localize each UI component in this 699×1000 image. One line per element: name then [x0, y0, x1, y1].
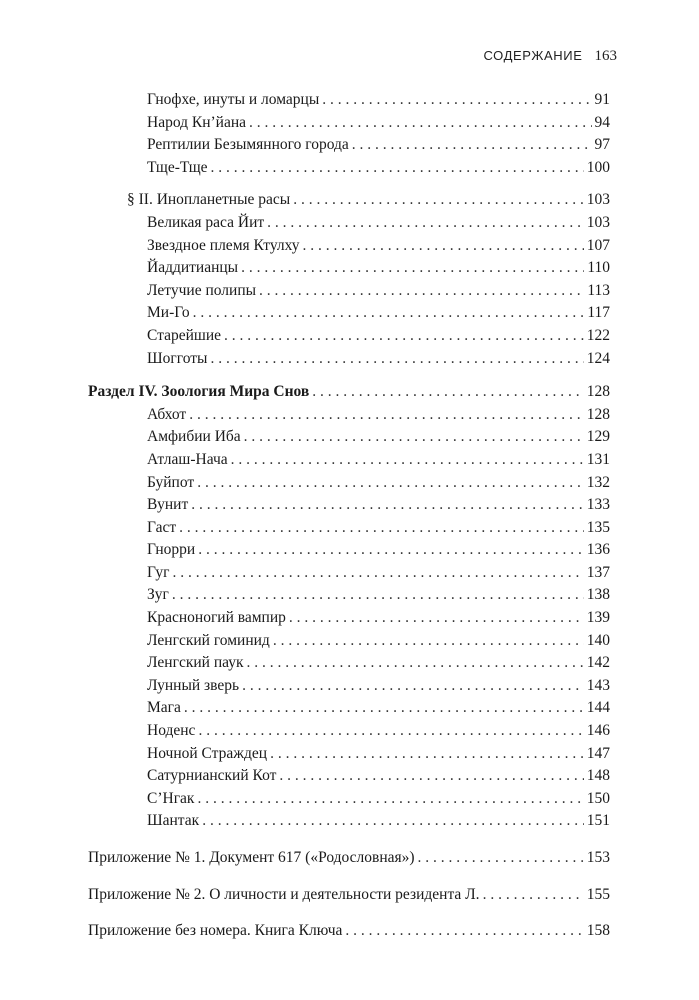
toc-entry-page: 117 [587, 304, 610, 322]
toc-entry-page: 137 [586, 563, 610, 581]
toc-entry-title: Лунный зверь [147, 676, 240, 694]
toc-entry-title: Йаддитианцы [147, 259, 239, 277]
dot-leader [273, 630, 584, 653]
toc-entry-page: 128 [586, 405, 610, 423]
dot-leader [352, 134, 592, 157]
toc-part-heading[interactable] [88, 381, 610, 404]
toc-entry-title: Старейшие [147, 326, 222, 344]
toc-entry-page: 133 [586, 496, 610, 514]
toc-entry-title: Тще-Тще [147, 158, 208, 176]
page-number: 163 [594, 48, 617, 64]
toc-entry[interactable] [88, 404, 610, 427]
toc-entry[interactable] [88, 280, 610, 303]
toc-appendix-title: Приложение без номера. Книга Ключа [88, 922, 343, 940]
dot-leader [202, 810, 584, 833]
dot-leader [289, 607, 584, 630]
toc-entry-page: 158 [586, 922, 610, 940]
toc-entry-page: 139 [586, 609, 610, 627]
toc-entry[interactable] [88, 212, 610, 235]
toc-entry-page: 153 [586, 849, 610, 866]
toc-entry-page: 124 [586, 349, 610, 367]
toc-entry[interactable] [88, 348, 610, 371]
toc-entry-page: 122 [586, 326, 610, 344]
toc-entry[interactable] [88, 325, 610, 348]
toc-entry[interactable] [88, 720, 610, 743]
dot-leader [279, 765, 583, 788]
toc-entry-title: Мага [147, 699, 181, 717]
toc-entry-title: Ленгский гоминид [147, 631, 270, 649]
toc-entry-page: 138 [586, 586, 610, 604]
toc-entry-page: 113 [587, 281, 610, 299]
toc-entry[interactable] [88, 675, 610, 698]
dot-leader [244, 426, 584, 449]
toc-entry-title: Шогготы [147, 349, 208, 367]
dot-leader [249, 112, 591, 135]
dot-leader [197, 788, 583, 811]
toc-entry[interactable] [88, 630, 610, 653]
toc-entry-title: Летучие полипы [147, 281, 257, 299]
toc-entry-page: 110 [587, 259, 610, 277]
dot-leader [483, 884, 584, 907]
toc-entry-title: Вунит [147, 496, 189, 514]
toc-entry-page: 129 [586, 428, 610, 446]
toc-entry-page: 146 [586, 722, 610, 740]
dot-leader [191, 494, 584, 517]
toc-entry[interactable] [88, 788, 610, 811]
toc-section-title: § II. Инопланетные расы [127, 191, 291, 209]
toc-entry-title: Абхот [147, 405, 187, 423]
toc-entry-title: Звездное племя Ктулху [147, 236, 300, 254]
running-head [483, 48, 617, 65]
toc-entry-page: 107 [586, 236, 610, 254]
running-head-section: СОДЕРЖАНИЕ [483, 48, 583, 63]
toc-entry-page: 132 [586, 473, 610, 491]
dot-leader [246, 652, 583, 675]
toc-entry[interactable] [88, 89, 610, 112]
toc-appendix-title: Приложение № 1. Документ 617 («Родословная») [88, 849, 415, 866]
toc-appendix[interactable] [88, 920, 610, 943]
toc-entry-page: 151 [586, 812, 610, 830]
toc-entry[interactable] [88, 539, 610, 562]
toc-entry-title: Красноногий вампир [147, 609, 286, 627]
toc-entry-title: Амфибии Иба [147, 428, 241, 446]
dot-leader [198, 539, 584, 562]
toc-entry-title: Гуг [147, 563, 170, 581]
dot-leader [179, 517, 584, 540]
dot-leader [193, 302, 585, 325]
toc-entry-title: Зуг [147, 586, 169, 604]
dot-leader [189, 404, 584, 427]
toc-entry-title: Буйпот [147, 473, 195, 491]
toc-entry-page: 148 [586, 767, 610, 785]
toc-entry-page: 97 [594, 136, 610, 154]
toc-entry-page: 144 [586, 699, 610, 717]
toc-entry-title: Народ Кн’йана [147, 113, 247, 131]
dot-leader [172, 562, 583, 585]
dot-leader [241, 257, 584, 280]
toc-entry-title: Ленгский паук [147, 654, 244, 672]
toc-entry[interactable] [88, 810, 610, 833]
toc-section-heading[interactable] [88, 189, 610, 212]
dot-leader [197, 472, 584, 495]
dot-leader [293, 189, 584, 212]
toc-entry-title: Ноденс [147, 722, 196, 740]
dot-leader [267, 212, 584, 235]
toc-entry[interactable] [88, 743, 610, 766]
toc-entry[interactable] [88, 607, 610, 630]
toc-entry[interactable] [88, 765, 610, 788]
toc-entry-page: 142 [586, 654, 610, 672]
dot-leader [259, 280, 584, 303]
toc-entry[interactable] [88, 449, 610, 472]
dot-leader [312, 381, 583, 404]
toc-entry-page: 103 [586, 213, 610, 231]
toc-entry-page: 128 [586, 383, 610, 401]
toc-entry-title: С’Нгак [147, 789, 195, 807]
dot-leader [322, 89, 591, 112]
dot-leader [303, 235, 584, 258]
toc-entry-title: Ми-Го [147, 304, 190, 322]
dot-leader [224, 325, 584, 348]
toc-part-title: Раздел IV. Зоология Мира Снов [88, 383, 310, 401]
toc-entry[interactable] [88, 494, 610, 517]
toc-entry[interactable] [88, 697, 610, 720]
toc-entry[interactable] [88, 134, 610, 157]
toc-entry-title: Атлаш-Нача [147, 450, 228, 468]
toc-entry[interactable] [88, 562, 610, 585]
toc-entry-page: 150 [586, 789, 610, 807]
toc-entry-page: 100 [586, 158, 610, 176]
toc-entry[interactable] [88, 426, 610, 449]
toc-entry-title: Великая раса Йит [147, 213, 265, 231]
toc-entry-title: Гнофхе, инуты и ломарцы [147, 91, 320, 108]
toc-entry-page: 136 [586, 541, 610, 559]
toc-entry-title: Гнорри [147, 541, 196, 559]
dot-leader [211, 157, 584, 180]
toc-entry-title: Ночной Страждец [147, 744, 268, 762]
toc-appendix-title: Приложение № 2. О личности и деятельности резидента Л. [88, 885, 480, 903]
toc-entry-page: 155 [586, 885, 610, 903]
toc-entry[interactable] [88, 157, 610, 180]
toc-entry-title: Сатурнианский Кот [147, 767, 277, 785]
toc-entry-title: Рептилии Безымянного города [147, 136, 349, 154]
toc-entry-page: 147 [586, 744, 610, 762]
toc-entry-title: Гаст [147, 518, 177, 536]
toc-entry-page: 140 [586, 631, 610, 649]
toc-appendix[interactable] [88, 847, 610, 870]
toc-entry[interactable] [88, 584, 610, 607]
toc-entry[interactable] [88, 302, 610, 325]
toc-entry-title: Шантак [147, 812, 200, 830]
toc-entry[interactable] [88, 517, 610, 540]
dot-leader [172, 584, 584, 607]
toc-entry-page: 143 [586, 676, 610, 694]
dot-leader [184, 697, 584, 720]
toc-entry-page: 94 [594, 113, 610, 131]
toc-entry-page: 131 [586, 450, 610, 468]
dot-leader [242, 675, 584, 698]
dot-leader [270, 743, 584, 766]
toc-entry[interactable] [88, 257, 610, 280]
toc-entry-page: 91 [594, 91, 610, 108]
toc-entry[interactable] [88, 112, 610, 135]
dot-leader [231, 449, 584, 472]
toc-entry-page: 135 [586, 518, 610, 536]
toc-entry[interactable] [88, 235, 610, 258]
toc-appendix[interactable] [88, 884, 610, 907]
dot-leader [198, 720, 583, 743]
dot-leader [418, 847, 584, 870]
toc-entry-page: 103 [586, 191, 610, 209]
toc-entry[interactable] [88, 472, 610, 495]
table-of-contents [88, 89, 610, 943]
toc-entry[interactable] [88, 652, 610, 675]
dot-leader [210, 348, 583, 371]
dot-leader [345, 920, 583, 943]
